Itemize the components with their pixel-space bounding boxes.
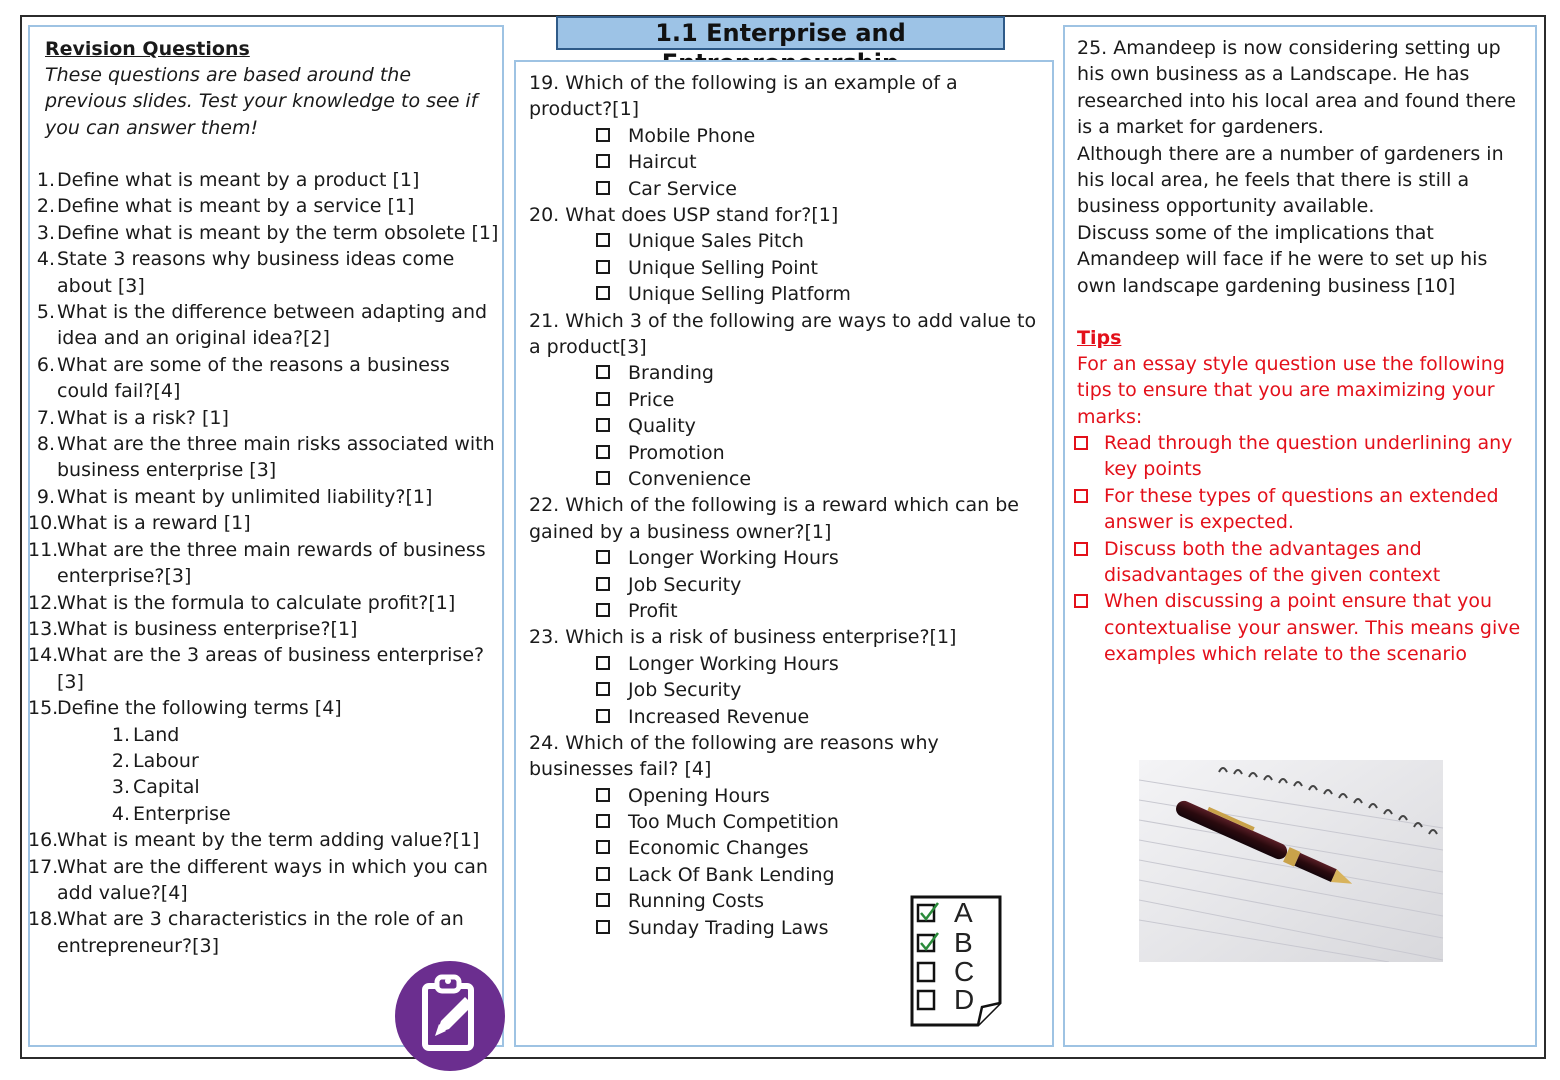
mcq-option[interactable]	[529, 176, 1044, 202]
mcq-question: 22. Which of the following is a reward which can be gained by a business owner?[1]	[529, 494, 1019, 543]
mcq-question: 19. Which of the following is an example of a product?[1]	[529, 72, 958, 121]
question-number: 16.	[28, 829, 59, 852]
mcq-option-label: Increased Revenue	[628, 705, 810, 728]
revision-question-list	[28, 167, 500, 959]
mcq-option-label: Branding	[628, 362, 714, 385]
checklist-abcd-icon	[910, 895, 1002, 1027]
mcq-option-label: Unique Selling Point	[628, 256, 818, 279]
mcq-option-label: Haircut	[628, 151, 697, 174]
mcq-option-label: Car Service	[628, 177, 737, 200]
mcq-option[interactable]	[529, 835, 1044, 861]
revision-question	[28, 695, 500, 827]
checkbox-icon[interactable]	[596, 814, 610, 828]
mcq-option-label: Mobile Phone	[628, 124, 756, 147]
mcq-option[interactable]	[529, 228, 1044, 254]
tip-item	[1065, 536, 1527, 589]
question-text: What are some of the reasons a business could fail?[4]	[57, 353, 450, 403]
checkbox-icon[interactable]	[596, 709, 610, 723]
revision-question	[28, 484, 500, 510]
revision-question	[28, 827, 500, 853]
checkbox-icon[interactable]	[596, 392, 610, 406]
revision-intro: These questions are based around the previous slides. Test your knowledge to see if you can answer them!	[45, 64, 478, 139]
mcq-option-label: Promotion	[628, 441, 725, 464]
mcq-list	[529, 70, 1044, 941]
mcq-option-label: Job Security	[628, 679, 742, 702]
mcq-option-label: Profit	[628, 599, 678, 622]
term-number: 2.	[111, 749, 130, 772]
tip-text: Read through the question underlining any key points	[1104, 432, 1513, 481]
revision-question	[28, 352, 500, 405]
question-number: 10.	[28, 512, 59, 535]
question-text: Define what is meant by the term obsolete [1]	[57, 221, 499, 244]
mcq-option-label: Unique Selling Platform	[628, 283, 851, 306]
checkbox-icon[interactable]	[596, 788, 610, 802]
mcq-question: 20. What does USP stand for?[1]	[529, 203, 839, 226]
question-number: 13.	[28, 617, 59, 640]
checkbox-icon[interactable]	[596, 603, 610, 617]
revision-question	[28, 193, 500, 219]
revision-question	[28, 590, 500, 616]
tip-text: When discussing a point ensure that you contextualise your answer. This means give examples which relate to the scenario	[1104, 590, 1521, 666]
checkbox-icon[interactable]	[596, 867, 610, 881]
question-number: 9.	[36, 485, 55, 508]
mcq-question: 23. Which is a risk of business enterprise?[1]	[529, 626, 957, 649]
mcq-option[interactable]	[529, 783, 1044, 809]
checkbox-icon[interactable]	[1074, 594, 1088, 608]
question-text: Define the following terms [4]	[57, 697, 342, 720]
tip-item	[1065, 588, 1527, 667]
term-item	[110, 801, 500, 827]
checkbox-icon[interactable]	[596, 445, 610, 459]
question-text: What is a risk? [1]	[57, 406, 229, 429]
mcq-option[interactable]	[529, 862, 1044, 888]
question-number: 3.	[36, 221, 55, 244]
term-number: 3.	[111, 776, 130, 799]
checkbox-icon[interactable]	[596, 233, 610, 247]
mcq-option-label: Longer Working Hours	[628, 547, 839, 570]
mcq-option-label: Sunday Trading Laws	[628, 916, 829, 939]
term-text: Labour	[133, 749, 199, 772]
checkbox-icon[interactable]	[1074, 489, 1088, 503]
revision-question	[28, 246, 500, 299]
mcq-option-label: Price	[628, 388, 675, 411]
mcq-option-label: Too Much Competition	[628, 811, 839, 834]
term-text: Land	[133, 723, 180, 746]
checkbox-icon[interactable]	[596, 920, 610, 934]
question-number: 4.	[36, 248, 55, 271]
question-number: 14.	[28, 644, 59, 667]
mcq-option[interactable]	[529, 545, 1044, 571]
mcq-option[interactable]	[529, 281, 1044, 307]
checkbox-icon[interactable]	[596, 418, 610, 432]
question-text: What are the three main rewards of business enterprise?[3]	[57, 538, 486, 588]
question-number: 6.	[36, 353, 55, 376]
page-title: 1.1 Enterprise and	[556, 16, 1005, 50]
question-text: What is business enterprise?[1]	[57, 617, 358, 640]
revision-questions-panel	[28, 25, 504, 1047]
question-text: What are the 3 areas of business enterprise?[3]	[57, 644, 485, 693]
tips-intro: For an essay style question use the following tips to ensure that you are maximizing your marks:	[1077, 353, 1505, 428]
revision-question	[28, 431, 500, 484]
mcq-option-label: Unique Sales Pitch	[628, 230, 804, 253]
revision-question	[28, 642, 500, 695]
mcq-option[interactable]	[529, 572, 1044, 598]
tip-item	[1065, 430, 1527, 483]
term-number: 4.	[111, 802, 130, 825]
question-number: 7.	[36, 406, 55, 429]
mcq-option-label: Job Security	[628, 573, 742, 596]
question-text: Define what is meant by a product [1]	[57, 169, 420, 191]
checkbox-icon[interactable]	[1074, 436, 1088, 450]
mcq-option-label: Quality	[628, 415, 696, 438]
tips-heading: Tips	[1077, 327, 1122, 349]
question-25	[1077, 35, 1527, 299]
pen-on-notebook-icon	[1139, 760, 1443, 962]
term-text: Capital	[133, 776, 200, 799]
checkbox-icon[interactable]	[596, 840, 610, 854]
question-text: What is a reward [1]	[57, 512, 251, 535]
checkbox-icon[interactable]	[596, 286, 610, 300]
revision-question	[28, 167, 500, 193]
checkbox-icon[interactable]	[596, 365, 610, 379]
revision-question	[28, 537, 500, 590]
checkbox-icon[interactable]	[596, 471, 610, 485]
term-item	[110, 722, 500, 748]
checklist-letter: B	[954, 927, 973, 958]
checkbox-icon[interactable]	[596, 577, 610, 591]
term-item	[110, 774, 500, 800]
mcq-option[interactable]	[529, 360, 1044, 386]
question-number: 1.	[36, 169, 55, 191]
question-25-context: Although there are a number of gardeners in his local area, he feels that there is still a business opportunity available.	[1077, 142, 1504, 218]
revision-question	[28, 906, 500, 959]
checkbox-icon[interactable]	[596, 550, 610, 564]
term-text: Enterprise	[133, 802, 231, 825]
mcq-option[interactable]	[529, 440, 1044, 466]
mcq-option-label: Running Costs	[628, 890, 765, 913]
checklist-letter: A	[954, 897, 973, 928]
question-number: 8.	[36, 433, 55, 456]
question-text: State 3 reasons why business ideas come about [3]	[57, 248, 455, 297]
term-item	[110, 748, 500, 774]
mcq-option-label: Economic Changes	[628, 837, 809, 860]
question-text: What is the difference between adapting and idea and an original idea?[2]	[57, 301, 488, 350]
clipboard-edit-icon	[395, 961, 505, 1071]
mcq-question: 21. Which 3 of the following are ways to add value to a product[3]	[529, 309, 1037, 358]
revision-question	[28, 854, 500, 907]
question-25-scenario: 25. Amandeep is now considering setting up his own business as a Landscape. He has researched into his local area and found there is a market for gardeners.	[1077, 37, 1516, 139]
question-number: 15.	[28, 697, 59, 720]
tip-text: Discuss both the advantages and disadvantages of the given context	[1104, 537, 1441, 587]
mcq-option[interactable]	[529, 149, 1044, 175]
mcq-option[interactable]	[529, 651, 1044, 677]
question-number: 2.	[36, 195, 55, 218]
mcq-option[interactable]	[529, 123, 1044, 149]
terms-list	[57, 722, 500, 828]
question-number: 12.	[28, 591, 59, 614]
mcq-option[interactable]	[529, 413, 1044, 439]
question-text: What is meant by the term adding value?[1]	[57, 829, 480, 852]
question-text: What are 3 characteristics in the role of an entrepreneur?[3]	[57, 908, 464, 957]
question-25-task: Discuss some of the implications that Amandeep will face if he were to set up his own landscape gardening business [10]	[1077, 221, 1488, 297]
mcq-option-label: Lack Of Bank Lending	[628, 863, 835, 886]
mcq-question: 24. Which of the following are reasons why businesses fail? [4]	[529, 731, 939, 781]
mcq-option[interactable]	[529, 677, 1044, 703]
revision-question	[28, 220, 500, 246]
checkbox-icon[interactable]	[1074, 542, 1088, 556]
mcq-option[interactable]	[529, 466, 1044, 492]
checklist-letter: C	[954, 956, 975, 987]
question-number: 5.	[36, 301, 55, 324]
tip-text: For these types of questions an extended answer is expected.	[1104, 484, 1499, 534]
revision-question	[28, 299, 500, 352]
checklist-letter: D	[954, 984, 975, 1015]
question-number: 17.	[28, 855, 59, 878]
question-text: What is the formula to calculate profit?[1]	[57, 591, 456, 614]
term-number: 1.	[111, 723, 130, 746]
mcq-option[interactable]	[529, 387, 1044, 413]
mcq-option[interactable]	[529, 598, 1044, 624]
tips-list	[1065, 430, 1527, 668]
mcq-option[interactable]	[529, 809, 1044, 835]
question-number: 11.	[28, 538, 59, 561]
question-number: 18.	[28, 908, 59, 931]
checkbox-icon[interactable]	[596, 260, 610, 274]
checkbox-icon[interactable]	[596, 682, 610, 696]
question-text: Define what is meant by a service [1]	[57, 195, 415, 218]
revision-heading: Revision Questions	[45, 38, 250, 60]
revision-question	[28, 510, 500, 536]
mcq-option-label: Longer Working Hours	[628, 652, 839, 675]
mcq-option[interactable]	[529, 255, 1044, 281]
mcq-option[interactable]	[529, 704, 1044, 730]
question-text: What are the three main risks associated with business enterprise [3]	[57, 433, 495, 482]
checkbox-icon[interactable]	[596, 893, 610, 907]
question-text: What is meant by unlimited liability?[1]	[57, 485, 433, 508]
revision-question	[28, 616, 500, 642]
tip-item	[1065, 483, 1527, 536]
question-text: What are the different ways in which you can add value?[4]	[57, 855, 488, 904]
revision-question	[28, 405, 500, 431]
checkbox-icon[interactable]	[596, 154, 610, 168]
checkbox-icon[interactable]	[596, 656, 610, 670]
checkbox-icon[interactable]	[596, 128, 610, 142]
mcq-option-label: Opening Hours	[628, 784, 770, 807]
mcq-option-label: Convenience	[628, 467, 752, 490]
checkbox-icon[interactable]	[596, 181, 610, 195]
